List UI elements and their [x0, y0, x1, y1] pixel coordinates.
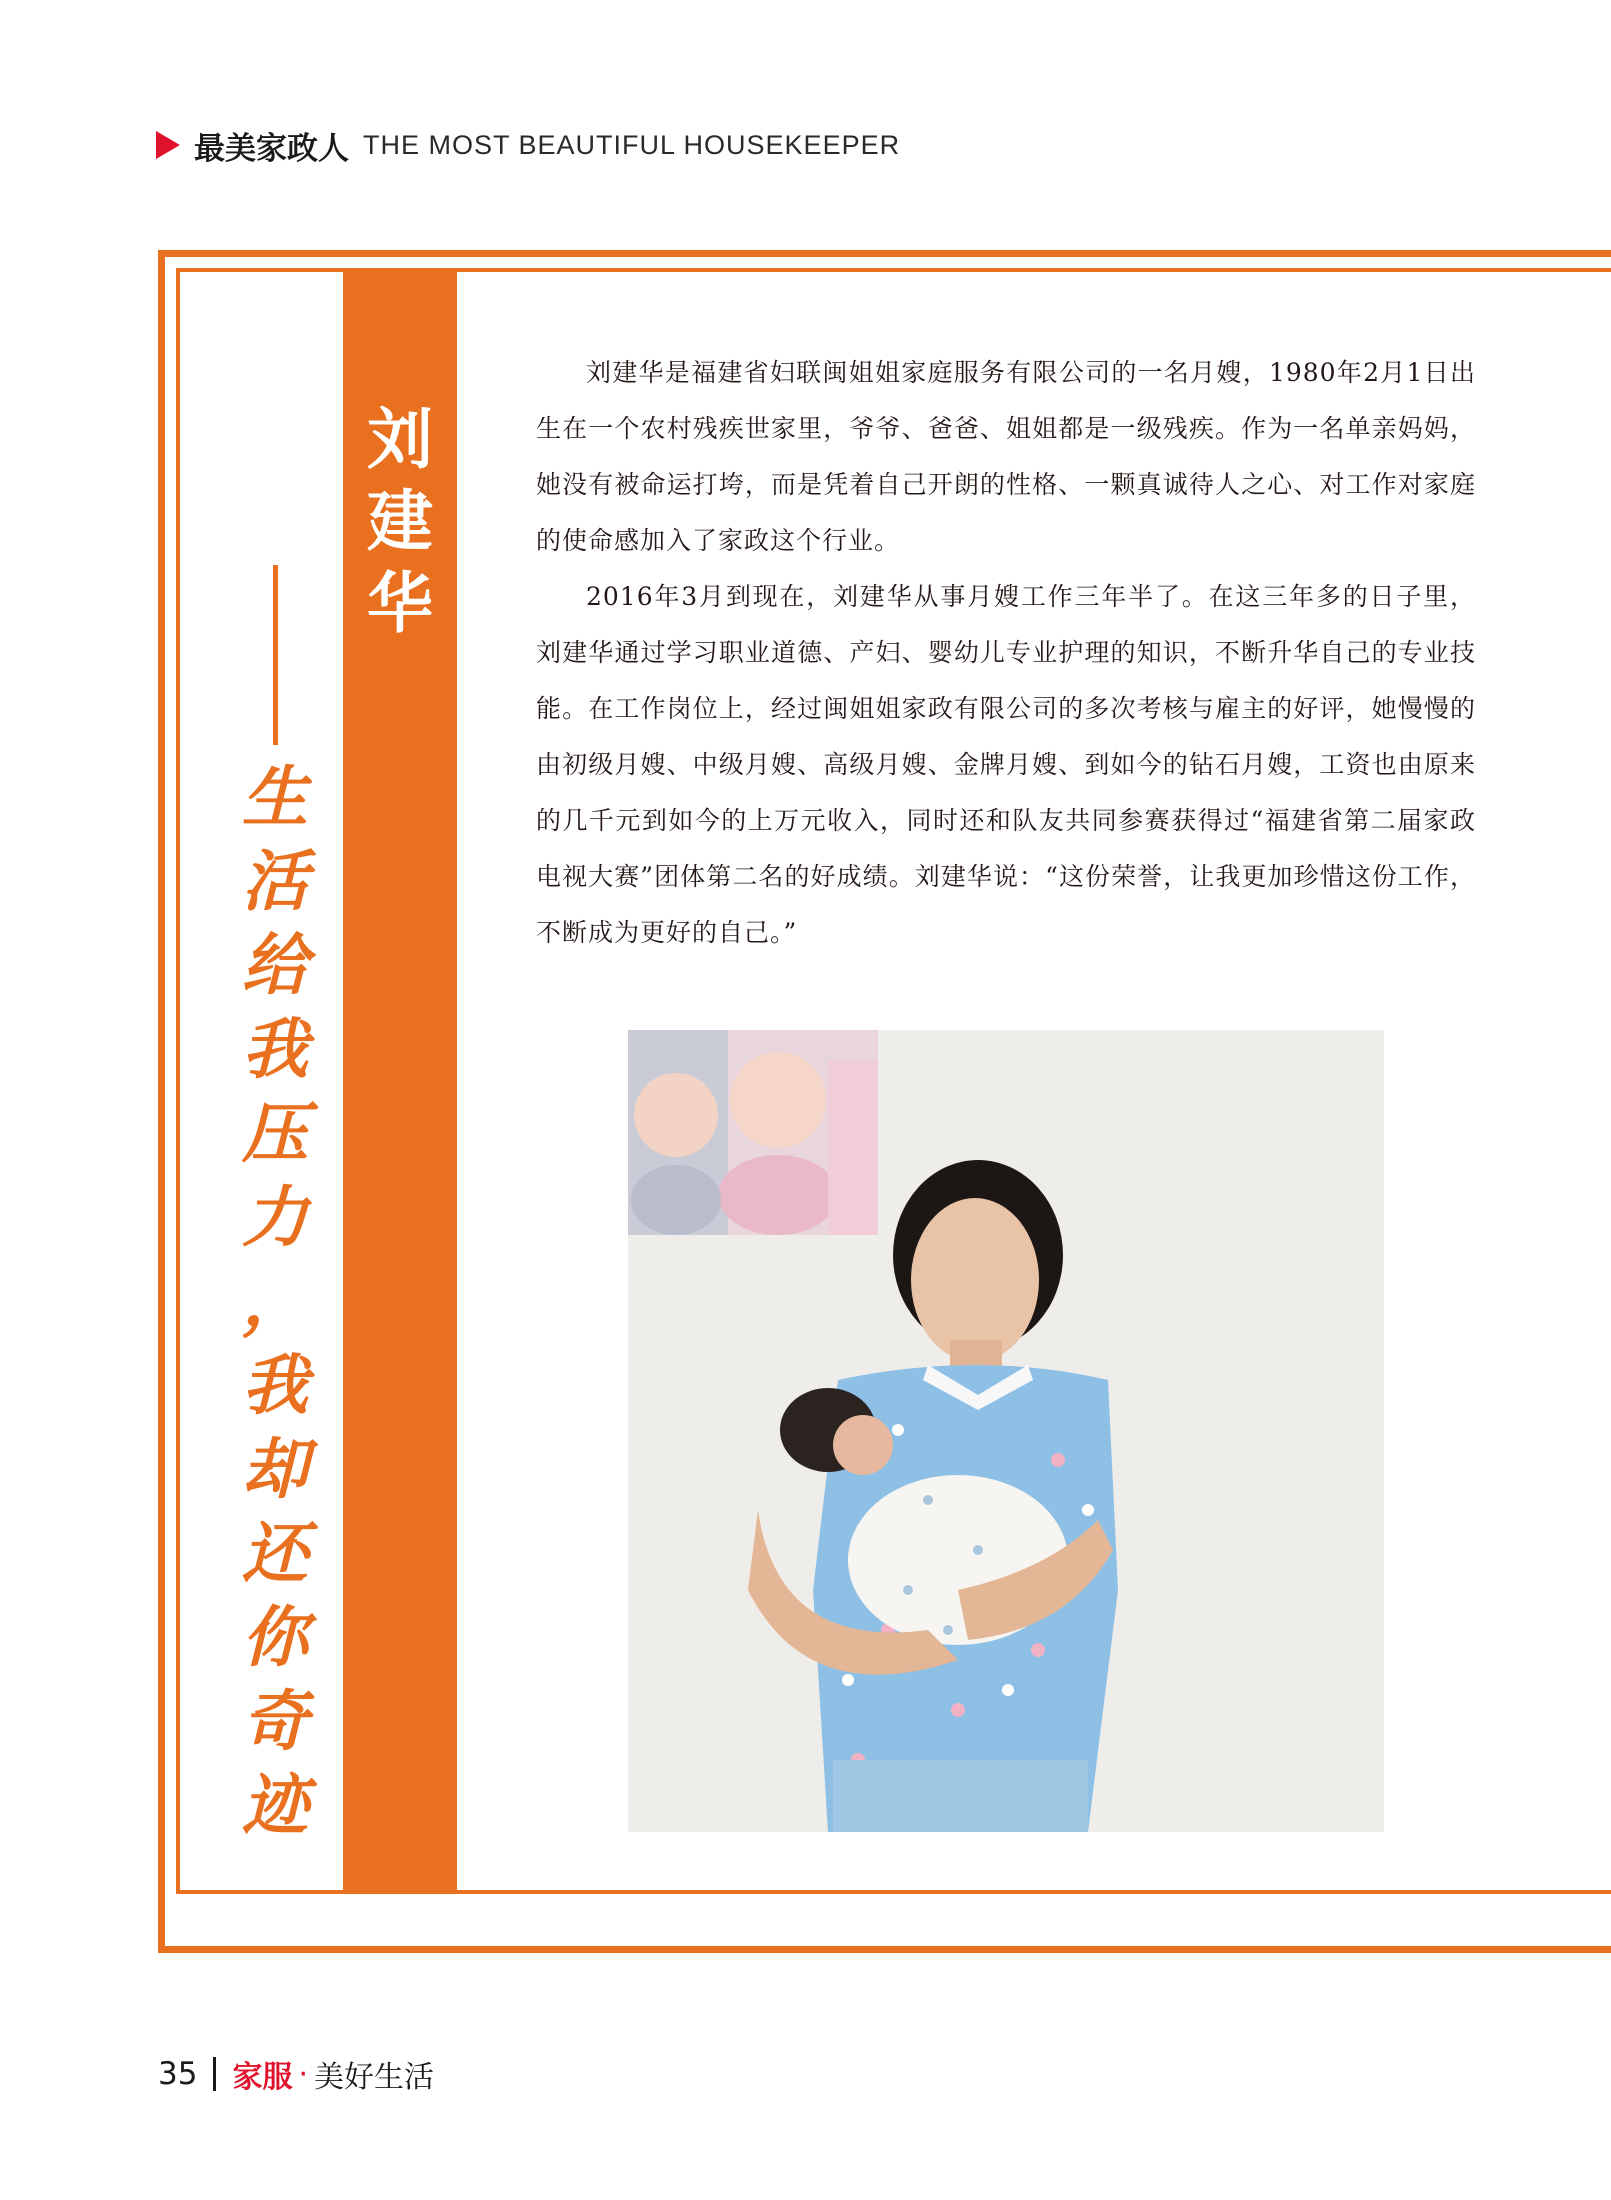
name-char: 建 — [367, 482, 433, 560]
page-header — [156, 125, 900, 165]
subtitle-char: 你 — [242, 1598, 308, 1676]
triangle-marker-icon — [156, 131, 180, 159]
subtitle-char: 我 — [242, 1346, 308, 1424]
footer-divider — [213, 2057, 216, 2091]
subtitle-char: 力 — [242, 1178, 308, 1256]
photo-illustration — [628, 1030, 1384, 1832]
brand-separator: · — [298, 2056, 308, 2092]
page-number: 35 — [158, 2056, 198, 2092]
article-body — [536, 345, 1476, 961]
subtitle-char: 我 — [242, 1010, 308, 1088]
magazine-brand: 家服 — [232, 2060, 293, 2095]
subtitle-dash — [273, 565, 278, 745]
section-title-cn: 最美家政人 — [194, 130, 349, 167]
name-column — [343, 270, 457, 1894]
section-title-en: THE MOST BEAUTIFUL HOUSEKEEPER — [363, 129, 901, 160]
subtitle-char: 还 — [242, 1514, 308, 1592]
subtitle-char: 奇 — [242, 1682, 308, 1760]
page-footer — [158, 2052, 434, 2096]
baby-poster — [628, 1030, 878, 1235]
magazine-tagline: 美好生活 — [314, 2060, 434, 2095]
subtitle-char: 生 — [242, 758, 308, 836]
name-char: 刘 — [367, 400, 433, 478]
profile-photo — [628, 1030, 1384, 1832]
subtitle-char: ， — [242, 1262, 308, 1340]
vertical-subtitle — [225, 565, 325, 1847]
subtitle-char: 却 — [242, 1430, 308, 1508]
profile-name — [343, 398, 457, 644]
paragraph: 2016年3月到现在，刘建华从事月嫂工作三年半了。在这三年多的日子里，刘建华通过学习职业道德、产妇、婴幼儿专业护理的知识，不断升华自己的专业技能。在工作岗位上，经过闽姐姐家政有限公司的多次考核与雇主的好评，她慢慢的由初级月嫂、中级月嫂、高级月嫂、金牌月嫂、到如今的钻石月嫂，工资也由原来的几千元到如今的上万元收入，同时还和队友共同参赛获得过“福建省第二届家政电视大赛”团体第二名的好成绩。刘建华说：“这份荣誉，让我更加珍惜这份工作，不断成为更好的自己。” — [536, 582, 1476, 947]
subtitle-char: 压 — [242, 1094, 308, 1172]
subtitle-text — [225, 755, 325, 1847]
subtitle-char: 给 — [242, 926, 308, 1004]
subtitle-char: 迹 — [242, 1766, 308, 1844]
paragraph: 刘建华是福建省妇联闽姐姐家庭服务有限公司的一名月嫂，1980年2月1日出生在一个农村残疾世家里，爷爷、爸爸、姐姐都是一级残疾。作为一名单亲妈妈，她没有被命运打垮，而是凭着自己开朗的性格、一颗真诚待人之心、对工作对家庭的使命感加入了家政这个行业。 — [536, 358, 1476, 555]
subtitle-char: 活 — [242, 842, 308, 920]
name-char: 华 — [367, 564, 433, 642]
